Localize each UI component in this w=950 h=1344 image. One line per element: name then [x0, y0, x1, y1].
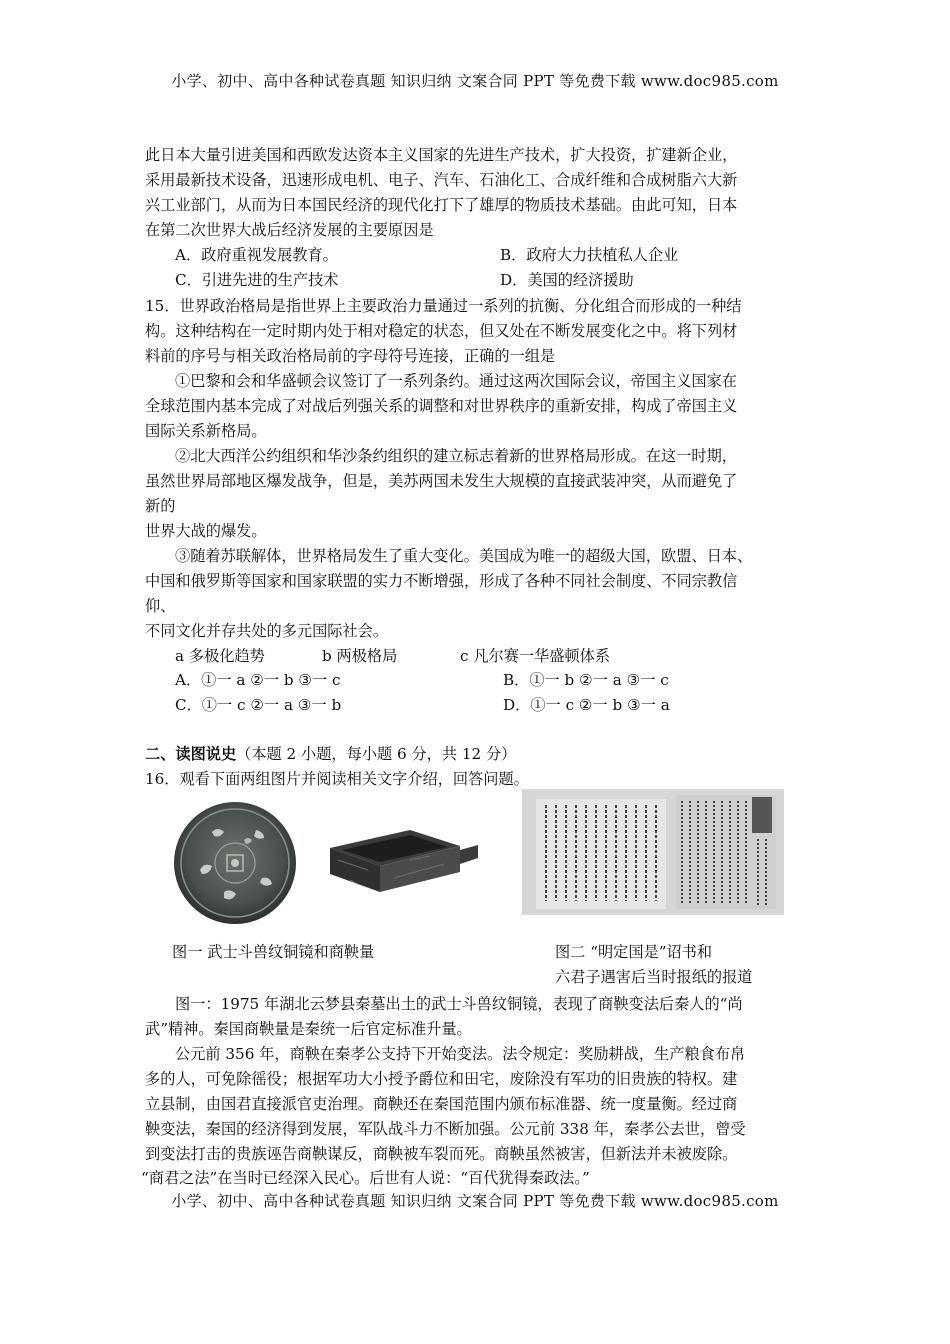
q16-stem: 16．观看下面两组图片并阅读相关文字介绍，回答问题。: [145, 770, 529, 788]
section-title: [145, 744, 516, 764]
q15-choice-c: c 凡尔赛一华盛顿体系: [460, 647, 611, 665]
q15-material-1: 全球范围内基本完成了对战后列强关系的调整和对世界秩序的重新安排，构成了帝国主义: [145, 397, 738, 415]
newspaper-scan-image: [522, 789, 784, 915]
q16-paragraph-2: 多的人，可免除徭役；根据军功大小授予爵位和田宅，废除没有军功的旧贵族的特权。建: [145, 1070, 738, 1088]
shang-yang-measure-image: [310, 820, 480, 896]
q14-option-c: C．引进先进的生产技术: [175, 271, 339, 289]
q15-material-3: ③随着苏联解体，世界格局发生了重大变化。美国成为唯一的超级大国，欧盟、日本、: [175, 547, 753, 565]
figure2-caption: 六君子遇害后当时报纸的报道: [555, 968, 753, 986]
q16-paragraph-2: “商君之法”在当时已经深入民心。后世有人说：“百代犹得秦政法。”: [141, 1169, 590, 1187]
q15-option-a: A．①一 a ②一 b ③一 c: [175, 671, 341, 689]
q15-material-2: ②北大西洋公约组织和华沙条约组织的建立标志着新的世界格局形成。在这一时期，: [175, 447, 737, 465]
q15-material-2: 虽然世界局部地区爆发战争，但是，美苏两国未发生大规模的直接武装冲突，从而避免了: [145, 472, 738, 490]
q16-paragraph-1: 武”精神。秦国商鞅量是秦统一后官定标准升量。: [145, 1020, 472, 1038]
section-note: （本题 2 小题，每小题 6 分，共 12 分）: [236, 745, 517, 763]
q14-option-b: B．政府大力扶植私人企业: [500, 246, 679, 264]
q15-material-2: 新的: [145, 497, 176, 515]
q14-option-d: D．美国的经济援助: [500, 271, 634, 289]
page-header: 小学、初中、高中各种试卷真题 知识归纳 文案合同 PPT 等免费下载 www.doc985.com: [171, 72, 779, 90]
q15-material-2: 世界大战的爆发。: [145, 522, 267, 540]
q15-material-3: 仰、: [145, 597, 176, 615]
q15-option-b: B．①一 b ②一 a ③一 c: [503, 671, 669, 689]
q14-line: 采用最新技术设备，迅速形成电机、电子、汽车、石油化工、合成纤维和合成树脂六大新: [145, 171, 738, 189]
q15-option-c: C．①一 c ②一 a ③一 b: [175, 696, 342, 714]
q15-stem-line: 15．世界政治格局是指世界上主要政治力量通过一系列的抗衡、分化组合而形成的一种结: [145, 297, 742, 315]
figure1-caption: 图一 武士斗兽纹铜镜和商鞅量: [172, 943, 375, 961]
q15-material-3: 中国和俄罗斯等国家和国家联盟的实力不断增强，形成了各种不同社会制度、不同宗教信: [145, 572, 738, 590]
q15-option-d: D．①一 c ②一 b ③一 a: [503, 696, 670, 714]
q15-stem-line: 料前的序号与相关政治格局前的字母符号连接，正确的一组是: [145, 347, 556, 365]
figure2-caption: 图二 “明定国是”诏书和: [555, 943, 713, 961]
q16-paragraph-2: 鞅变法，秦国的经济得到发展，军队战斗力不断加强。公元前 338 年，秦孝公去世，曾受: [145, 1120, 746, 1138]
q15-material-1: 国际关系新格局。: [145, 422, 267, 440]
q14-option-a: A．政府重视发展教育。: [175, 246, 338, 264]
q15-stem-line: 构。这种结构在一定时期内处于相对稳定的状态，但又处在不断发展变化之中。将下列材: [145, 322, 738, 340]
q16-paragraph-2: 立县制，由国君直接派官吏治理。商鞅还在秦国范围内颁布标准器、统一度量衡。经过商: [145, 1095, 738, 1113]
q14-line: 在第二次世界大战后经济发展的主要原因是: [145, 221, 434, 239]
q14-line: 兴工业部门，从而为日本国民经济的现代化打下了雄厚的物质技术基础。由此可知，日本: [145, 196, 738, 214]
q15-material-1: ①巴黎和会和华盛顿会议签订了一系列条约。通过这两次国际会议，帝国主义国家在: [175, 372, 737, 390]
section-heading: 二、读图说史: [145, 745, 237, 763]
bronze-mirror-image: [172, 800, 298, 926]
q15-choice-a: a 多极化趋势: [175, 647, 265, 665]
q14-line: 此日本大量引进美国和西欧发达资本主义国家的先进生产技术，扩大投资，扩建新企业，: [145, 146, 738, 164]
q16-paragraph-2: 公元前 356 年，商鞅在秦孝公支持下开始变法。法令规定：奖励耕战，生产粮食布帛: [175, 1045, 746, 1063]
q16-paragraph-2: 到变法打击的贵族诬告商鞅谋反，商鞅被车裂而死。商鞅虽然被害，但新法并未被废除。: [145, 1145, 738, 1163]
q15-material-3: 不同文化并存共处的多元国际社会。: [145, 622, 388, 640]
page-footer: 小学、初中、高中各种试卷真题 知识归纳 文案合同 PPT 等免费下载 www.doc985.com: [171, 1192, 779, 1210]
q15-choice-b: b 两极格局: [322, 647, 398, 665]
q16-paragraph-1: 图一：1975 年湖北云梦县秦墓出土的武士斗兽纹铜镜，表现了商鞅变法后秦人的“尚: [175, 995, 743, 1013]
